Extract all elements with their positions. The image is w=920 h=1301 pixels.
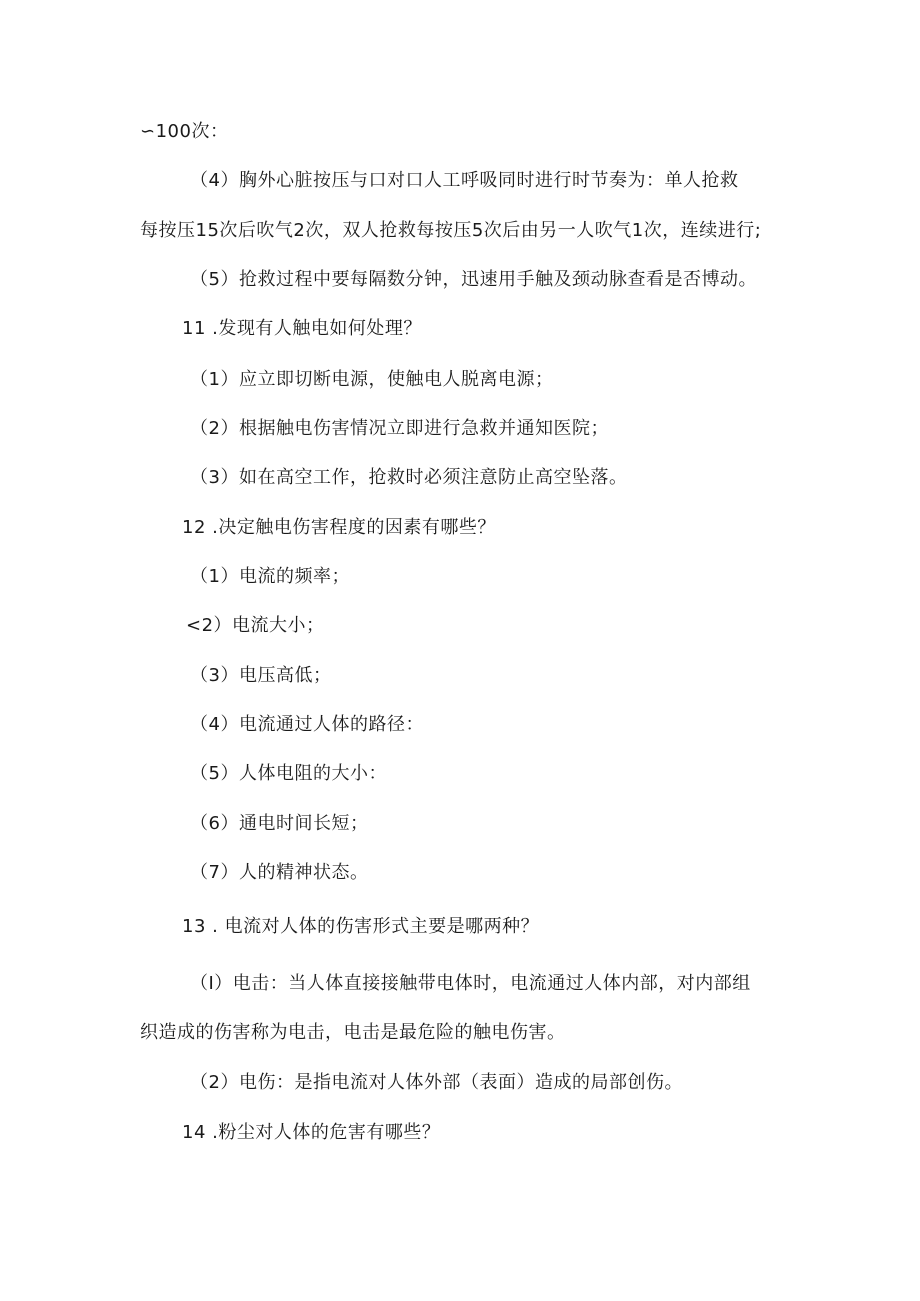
text-line: （6）通电时间长短； xyxy=(190,813,369,834)
text-line: （1）电流的频率； xyxy=(190,566,350,587)
text-line: （3）如在高空工作，抢救时必须注意防止高空坠落。 xyxy=(190,467,628,488)
section-heading: 12 .决定触电伤害程度的因素有哪些？ xyxy=(182,517,496,538)
text-line: （2）电伤：是指电流对人体外部（表面）造成的局部创伤。 xyxy=(190,1072,683,1093)
text-line: 每按压15次后吹气2次，双人抢救每按压5次后由另一人吹气1次，连续进行; xyxy=(140,220,762,241)
section-heading: 11 .发现有人触电如何处理？ xyxy=(182,318,422,339)
section-heading: 14 .粉尘对人体的危害有哪些？ xyxy=(182,1122,441,1143)
text-line: （4）胸外心脏按压与口对口人工呼吸同时进行时节奏为：单人抢救 xyxy=(190,170,739,191)
section-heading: 13 . 电流对人体的伤害形式主要是哪两种？ xyxy=(182,916,540,937)
text-line: （5）人体电阻的大小： xyxy=(190,763,387,784)
text-line: （2）根据触电伤害情况立即进行急救并通知医院； xyxy=(190,418,609,439)
text-line: （7）人的精神状态。 xyxy=(190,862,369,883)
text-line: 织造成的伤害称为电击，电击是最危险的触电伤害。 xyxy=(140,1022,566,1043)
text-line: （4）电流通过人体的路径： xyxy=(190,714,424,735)
text-line: （1）应立即切断电源，使触电人脱离电源； xyxy=(190,369,554,390)
text-line: <2）电流大小； xyxy=(186,615,325,636)
text-line: （I）电击：当人体直接接触带电体时，电流通过人体内部，对内部组 xyxy=(190,973,751,994)
text-line: （3）电压高低； xyxy=(190,665,332,686)
text-line: ∽100次： xyxy=(140,121,229,142)
text-line: （5）抢救过程中要每隔数分钟，迅速用手触及颈动脉查看是否博动。 xyxy=(190,269,757,290)
